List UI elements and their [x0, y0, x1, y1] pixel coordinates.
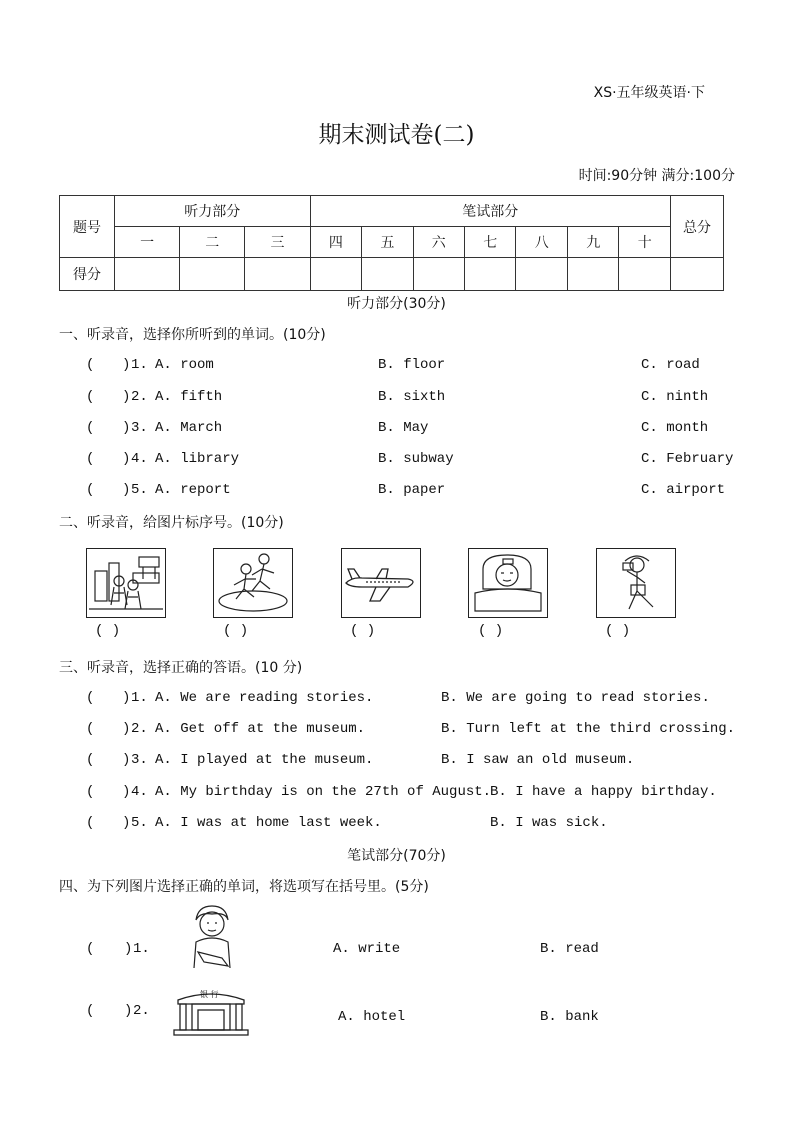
option-c: C. month [641, 420, 709, 436]
score-cell[interactable] [671, 258, 724, 291]
score-table [59, 195, 724, 291]
option-a: A. library [155, 451, 240, 467]
score-cell[interactable] [516, 258, 567, 291]
score-cell[interactable] [413, 258, 464, 291]
q4-option-b: B. bank [540, 1009, 599, 1025]
q4-paren-close: ) [124, 941, 133, 957]
col-10: 十 [619, 227, 671, 258]
picture-answer-paren[interactable]: ( ) [350, 623, 376, 639]
answer-paren-close: ) [122, 420, 131, 436]
col-8: 八 [516, 227, 567, 258]
q4-paren-open: ( [86, 1003, 95, 1019]
q3-title: 三、听录音，选择正确的答语。(10 分) [59, 660, 303, 676]
header-tag: XS·五年级英语·下 [593, 85, 705, 101]
answer-paren-close: ) [122, 482, 131, 498]
answer-paren-close: ) [122, 752, 131, 768]
option-b: B. May [378, 420, 429, 436]
airplane-picture [341, 548, 421, 618]
option-a: A. I played at the museum. [155, 752, 374, 768]
option-b: B. floor [378, 357, 446, 373]
answer-paren-close: ) [122, 815, 131, 831]
option-b: B. I have a happy birthday. [490, 784, 717, 800]
item-number: 1. [131, 357, 148, 373]
item-number: 2. [131, 721, 148, 737]
q4-title: 四、为下列图片选择正确的单词，将选项写在括号里。(5分) [59, 879, 429, 895]
item-number: 5. [131, 815, 148, 831]
answer-paren-close: ) [122, 451, 131, 467]
option-b: B. sixth [378, 389, 446, 405]
q4-option-b: B. read [540, 941, 599, 957]
total-label: 总分 [671, 196, 724, 258]
col-7: 七 [465, 227, 516, 258]
boy-reading-picture [176, 902, 248, 974]
item-number: 4. [131, 784, 148, 800]
option-a: A. Get off at the museum. [155, 721, 366, 737]
answer-paren-close: ) [122, 784, 131, 800]
answer-paren-close: ) [122, 357, 131, 373]
score-label: 得分 [60, 258, 115, 291]
q4-item-number: 1. [133, 941, 150, 957]
score-cell[interactable] [362, 258, 413, 291]
score-cell[interactable] [245, 258, 310, 291]
item-number: 1. [131, 690, 148, 706]
item-number: 3. [131, 420, 148, 436]
option-b: B. I was sick. [490, 815, 608, 831]
col-4: 四 [310, 227, 361, 258]
time-info: 时间:90分钟 满分:100分 [578, 168, 735, 184]
option-b: B. subway [378, 451, 454, 467]
q1-title: 一、听录音，选择你所听到的单词。(10分) [59, 327, 326, 343]
answer-paren-open: ( [86, 752, 95, 768]
city-kids-picture [86, 548, 166, 618]
answer-paren-open: ( [86, 357, 95, 373]
option-a: A. I was at home last week. [155, 815, 382, 831]
answer-paren-open: ( [86, 690, 95, 706]
score-cell[interactable] [310, 258, 361, 291]
option-c: C. road [641, 357, 700, 373]
option-c: C. February [641, 451, 734, 467]
col-5: 五 [362, 227, 413, 258]
option-a: A. My birthday is on the 27th of August. [155, 784, 492, 800]
answer-paren-open: ( [86, 815, 95, 831]
option-a: A. report [155, 482, 231, 498]
answer-paren-open: ( [86, 420, 95, 436]
option-b: B. I saw an old museum. [441, 752, 635, 768]
item-number: 4. [131, 451, 148, 467]
picture-answer-paren[interactable]: ( ) [478, 623, 504, 639]
option-a: A. fifth [155, 389, 223, 405]
q4-option-a: A. hotel [338, 1009, 406, 1025]
score-cell[interactable] [619, 258, 671, 291]
q4-option-a: A. write [333, 941, 401, 957]
option-a: A. We are reading stories. [155, 690, 374, 706]
col-2: 二 [180, 227, 245, 258]
col-9: 九 [567, 227, 618, 258]
col-1: 一 [115, 227, 180, 258]
option-b: B. We are going to read stories. [441, 690, 710, 706]
item-number: 5. [131, 482, 148, 498]
sick-girl-picture [468, 548, 548, 618]
q4-paren-open: ( [86, 941, 95, 957]
score-cell[interactable] [465, 258, 516, 291]
picture-answer-paren[interactable]: ( ) [605, 623, 631, 639]
option-c: C. ninth [641, 389, 709, 405]
q4-paren-close: ) [124, 1003, 133, 1019]
option-a: A. room [155, 357, 214, 373]
answer-paren-close: ) [122, 389, 131, 405]
option-c: C. airport [641, 482, 726, 498]
option-b: B. Turn left at the third crossing. [441, 721, 736, 737]
question-label: 题号 [60, 196, 115, 258]
option-b: B. paper [378, 482, 446, 498]
col-6: 六 [413, 227, 464, 258]
answer-paren-open: ( [86, 389, 95, 405]
q4-item-number: 2. [133, 1003, 150, 1019]
col-3: 三 [245, 227, 310, 258]
page-title: 期末测试卷(二) [318, 122, 475, 148]
writing-header: 笔试部分 [310, 196, 670, 227]
picture-answer-paren[interactable]: ( ) [223, 623, 249, 639]
answer-paren-open: ( [86, 721, 95, 737]
listening-header: 听力部分 [115, 196, 311, 227]
writing-section-title: 笔试部分(70分) [347, 848, 446, 864]
running-kids-picture [213, 548, 293, 618]
bank-building-picture [172, 986, 250, 1036]
score-cell[interactable] [567, 258, 618, 291]
item-number: 2. [131, 389, 148, 405]
item-number: 3. [131, 752, 148, 768]
score-cell[interactable] [115, 258, 180, 291]
picture-answer-paren[interactable]: ( ) [95, 623, 121, 639]
q2-title: 二、听录音，给图片标序号。(10分) [59, 515, 284, 531]
option-a: A. March [155, 420, 223, 436]
listening-section-title: 听力部分(30分) [347, 296, 446, 312]
answer-paren-close: ) [122, 690, 131, 706]
answer-paren-close: ) [122, 721, 131, 737]
score-cell[interactable] [180, 258, 245, 291]
answer-paren-open: ( [86, 482, 95, 498]
answer-paren-open: ( [86, 451, 95, 467]
bank-sign: 银 行 [200, 990, 219, 999]
answer-paren-open: ( [86, 784, 95, 800]
photographer-picture [596, 548, 676, 618]
